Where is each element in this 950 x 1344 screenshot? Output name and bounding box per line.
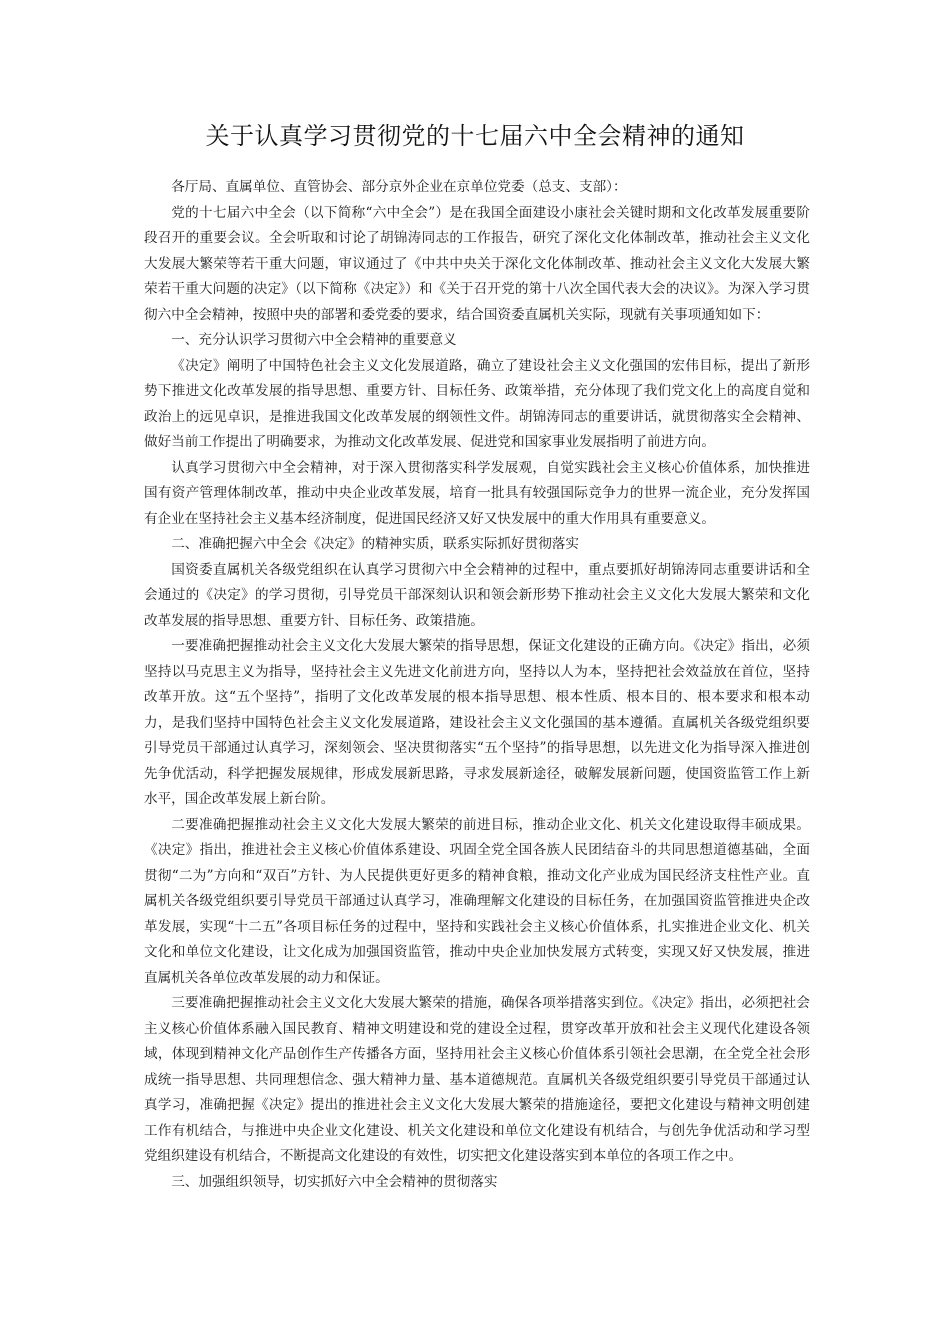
document-title: 关于认真学习贯彻党的十七届六中全会精神的通知 xyxy=(205,122,745,150)
body-paragraph: 认真学习贯彻六中全会精神，对于深入贯彻落实科学发展观，自觉实践社会主义核心价值体系，加快推进国有资产管理体制改革，推动中央企业改革发展，培育一批具有较强国际竞争力的世界一流企业，充分发挥国有企业在坚持社会主义基本经济制度，促进国民经济又好又快发展中的重大作用具有重要意义。 xyxy=(144,459,810,527)
section-heading: 一、充分认识学习贯彻六中全会精神的重要意义 xyxy=(171,332,457,348)
section-heading: 三、加强组织领导，切实抓好六中全会精神的贯彻落实 xyxy=(171,1173,498,1190)
body-paragraph: 国资委直属机关各级党组织在认真学习贯彻六中全会精神的过程中，重点要抓好胡锦涛同志重要讲话和全会通过的《决定》的学习贯彻，引导党员干部深刻认识和领会新形势下推动社会主义文化大发展大繁荣和文化改革发展的指导思想、重要方针、目标任务、政策措施。 xyxy=(144,561,810,629)
body-paragraph: 二要准确把握推动社会主义文化大发展大繁荣的前进目标，推动企业文化、机关文化建设取得丰硕成果。《决定》指出，推进社会主义核心价值体系建设、巩固全党全国各族人民团结奋斗的共同思想道德基础，全面贯彻“二为”方向和“双百”方针、为人民提供更好更多的精神食粮，推动文化产业成为国民经济支柱性产业。直属机关各级党组织要引导党员干部通过认真学习，准确理解文化建设的目标任务，在加强国资监管推进央企改革发展，实现“十二五”各项目标任务的过程中，坚持和实践社会主义核心价值体系，扎实推进企业文化、机关文化和单位文化建设，让文化成为加强国资监管，推动中央企业加快发展方式转变，实现又好又快发展，推进直属机关各单位改革发展的动力和保证。 xyxy=(144,816,810,986)
document-body xyxy=(144,175,810,1195)
body-paragraph: 三要准确把握推动社会主义文化大发展大繁荣的措施，确保各项举措落实到位。《决定》指出，必须把社会主义核心价值体系融入国民教育、精神文明建设和党的建设全过程，贯穿改革开放和社会主义现代化建设各领域，体现到精神文化产品创作生产传播各方面，坚持用社会主义核心价值体系引领社会思潮，在全党全社会形成统一指导思想、共同理想信念、强大精神力量、基本道德规范。直属机关各级党组织要引导党员干部通过认真学习，准确把握《决定》提出的推进社会主义文化大发展大繁荣的措施途径，要把文化建设与精神文明创建工作有机结合，与推进中央企业文化建设、机关文化建设和单位文化建设有机结合，与创先争优活动和学习型党组织建设有机结合，不断提高文化建设的有效性，切实把文化建设落实到本单位的各项工作之中。 xyxy=(144,995,810,1164)
body-paragraph: 党的十七届六中全会（以下简称“六中全会”）是在我国全面建设小康社会关键时期和文化改革发展重要阶段召开的重要会议。全会听取和讨论了胡锦涛同志的工作报告，研究了深化文化体制改革，推动社会主义文化大发展大繁荣等若干重大问题，审议通过了《中共中央关于深化文化体制改革、推动社会主义文化大发展大繁荣若干重大问题的决定》（以下简称《决定》）和《关于召开党的第十八次全国代表大会的决议》。为深入学习贯彻六中全会精神，按照中央的部署和委党委的要求，结合国资委直属机关实际，现就有关事项通知如下： xyxy=(144,204,810,323)
salutation-line: 各厅局、直属单位、直管协会、部分京外企业在京单位党委（总支、支部）： xyxy=(171,179,627,195)
body-paragraph: 《决定》阐明了中国特色社会主义文化发展道路，确立了建设社会主义文化强国的宏伟目标，提出了新形势下推进文化改革发展的指导思想、重要方针、目标任务、政策举措，充分体现了我们党文化上的高度自觉和政治上的远见卓识，是推进我国文化改革发展的纲领性文件。胡锦涛同志的重要讲话，就贯彻落实全会精神、做好当前工作提出了明确要求，为推动文化改革发展、促进党和国家事业发展指明了前进方向。 xyxy=(144,357,810,450)
section-heading: 二、准确把握六中全会《决定》的精神实质，联系实际抓好贯彻落实 xyxy=(171,536,579,552)
body-paragraph: 一要准确把握推动社会主义文化大发展大繁荣的指导思想，保证文化建设的正确方向。《决定》指出，必须坚持以马克思主义为指导，坚持社会主义先进文化前进方向，坚持以人为本，坚持把社会效益放在首位，坚持改革开放。这“五个坚持”，指明了文化改革发展的根本指导思想、根本性质、根本目的、根本要求和根本动力，是我们坚持中国特色社会主义文化发展道路，建设社会主义文化强国的基本遵循。直属机关各级党组织要引导党员干部通过认真学习，深刻领会、坚决贯彻落实“五个坚持”的指导思想，以先进文化为指导深入推进创先争优活动，科学把握发展规律，形成发展新思路，寻求发展新途径，破解发展新问题，使国资监管工作上新水平，国企改革发展上新台阶。 xyxy=(144,638,810,807)
